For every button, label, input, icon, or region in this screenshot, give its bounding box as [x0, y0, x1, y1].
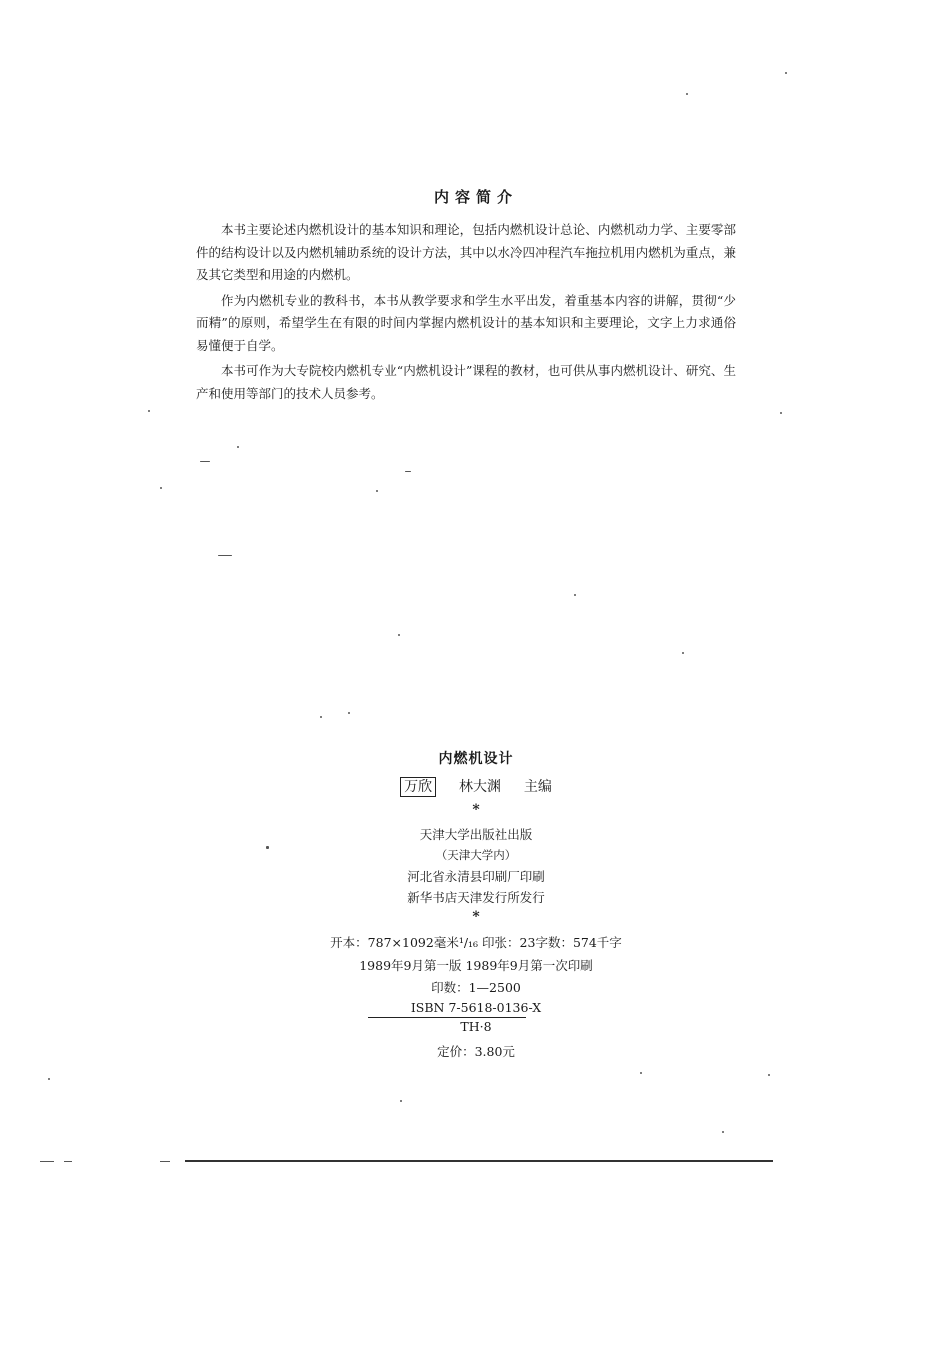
isbn-divider: [368, 1017, 526, 1018]
scan-speck: [348, 712, 350, 714]
publisher-location: （天津大学内）: [435, 848, 517, 862]
editor-name: 林大渊: [459, 779, 501, 795]
distributor: 新华书店天津发行所发行: [407, 890, 545, 905]
book-specs: 开本：787×1092毫米¹/₁₆ 印张：23字数：574千字: [330, 935, 622, 950]
price: 定价：3.80元: [437, 1044, 515, 1059]
abstract-paragraph: 本书可作为大专院校内燃机专业“内燃机设计”课程的教材，也可供从事内燃机设计、研究、生产和使用等部门的技术人员参考。: [196, 363, 736, 401]
printer: 河北省永清县印刷厂印刷: [407, 869, 545, 884]
scan-speck: [686, 93, 688, 95]
scan-speck: [722, 1131, 724, 1133]
scan-speck: [640, 1072, 642, 1074]
scan-speck: [785, 72, 787, 74]
abstract-title: 内容简介: [433, 188, 518, 206]
abstract-paragraph: 本书主要论述内燃机设计的基本知识和理论，包括内燃机设计总论、内燃机动力学、主要零部件的结构设计以及内燃机辅助系统的设计方法，其中以水冷四冲程汽车拖拉机用内燃机为重点，兼及其它类型和用途的内燃机。: [196, 222, 736, 282]
scan-speck: [376, 490, 378, 492]
scan-speck: [148, 410, 150, 412]
edition-info: 1989年9月第一版 1989年9月第一次印刷: [359, 958, 593, 973]
scan-speck: [237, 446, 239, 448]
editor-boxed-name: 万欣: [400, 777, 436, 797]
scan-speck: [768, 1074, 770, 1076]
scan-dash: [64, 1161, 72, 1162]
abstract-body: [196, 219, 736, 408]
scan-speck: [160, 487, 162, 489]
scan-speck: [320, 716, 322, 718]
separator-star: *: [472, 802, 480, 818]
isbn: ISBN 7-5618-0136-X: [410, 1000, 542, 1015]
scan-speck: [398, 634, 400, 636]
scan-speck: [218, 555, 232, 556]
print-run: 印数：1—2500: [431, 980, 521, 995]
scan-speck: [574, 594, 576, 596]
scan-speck: [682, 652, 684, 654]
editors-line: [0, 776, 952, 797]
scan-speck: [266, 846, 269, 849]
scan-speck: [400, 1100, 402, 1102]
scan-speck: [405, 471, 411, 472]
bottom-rule: [185, 1160, 773, 1162]
class-number: TH·8: [460, 1019, 492, 1034]
scan-dash: [160, 1161, 170, 1162]
abstract-paragraph: 作为内燃机专业的教科书，本书从教学要求和学生水平出发，着重基本内容的讲解，贯彻“少而精”的原则，希望学生在有限的时间内掌握内燃机设计的基本知识和主要理论，文字上力求通俗易懂便于自学。: [196, 292, 736, 353]
scan-speck: [48, 1078, 50, 1080]
scan-speck: [200, 461, 210, 462]
scan-speck: [780, 412, 782, 414]
scan-dash: [40, 1161, 54, 1162]
publisher: 天津大学出版社出版: [419, 827, 533, 842]
book-title: 内燃机设计: [438, 751, 514, 767]
editor-role: 主编: [523, 779, 552, 795]
separator-star: *: [472, 909, 480, 925]
